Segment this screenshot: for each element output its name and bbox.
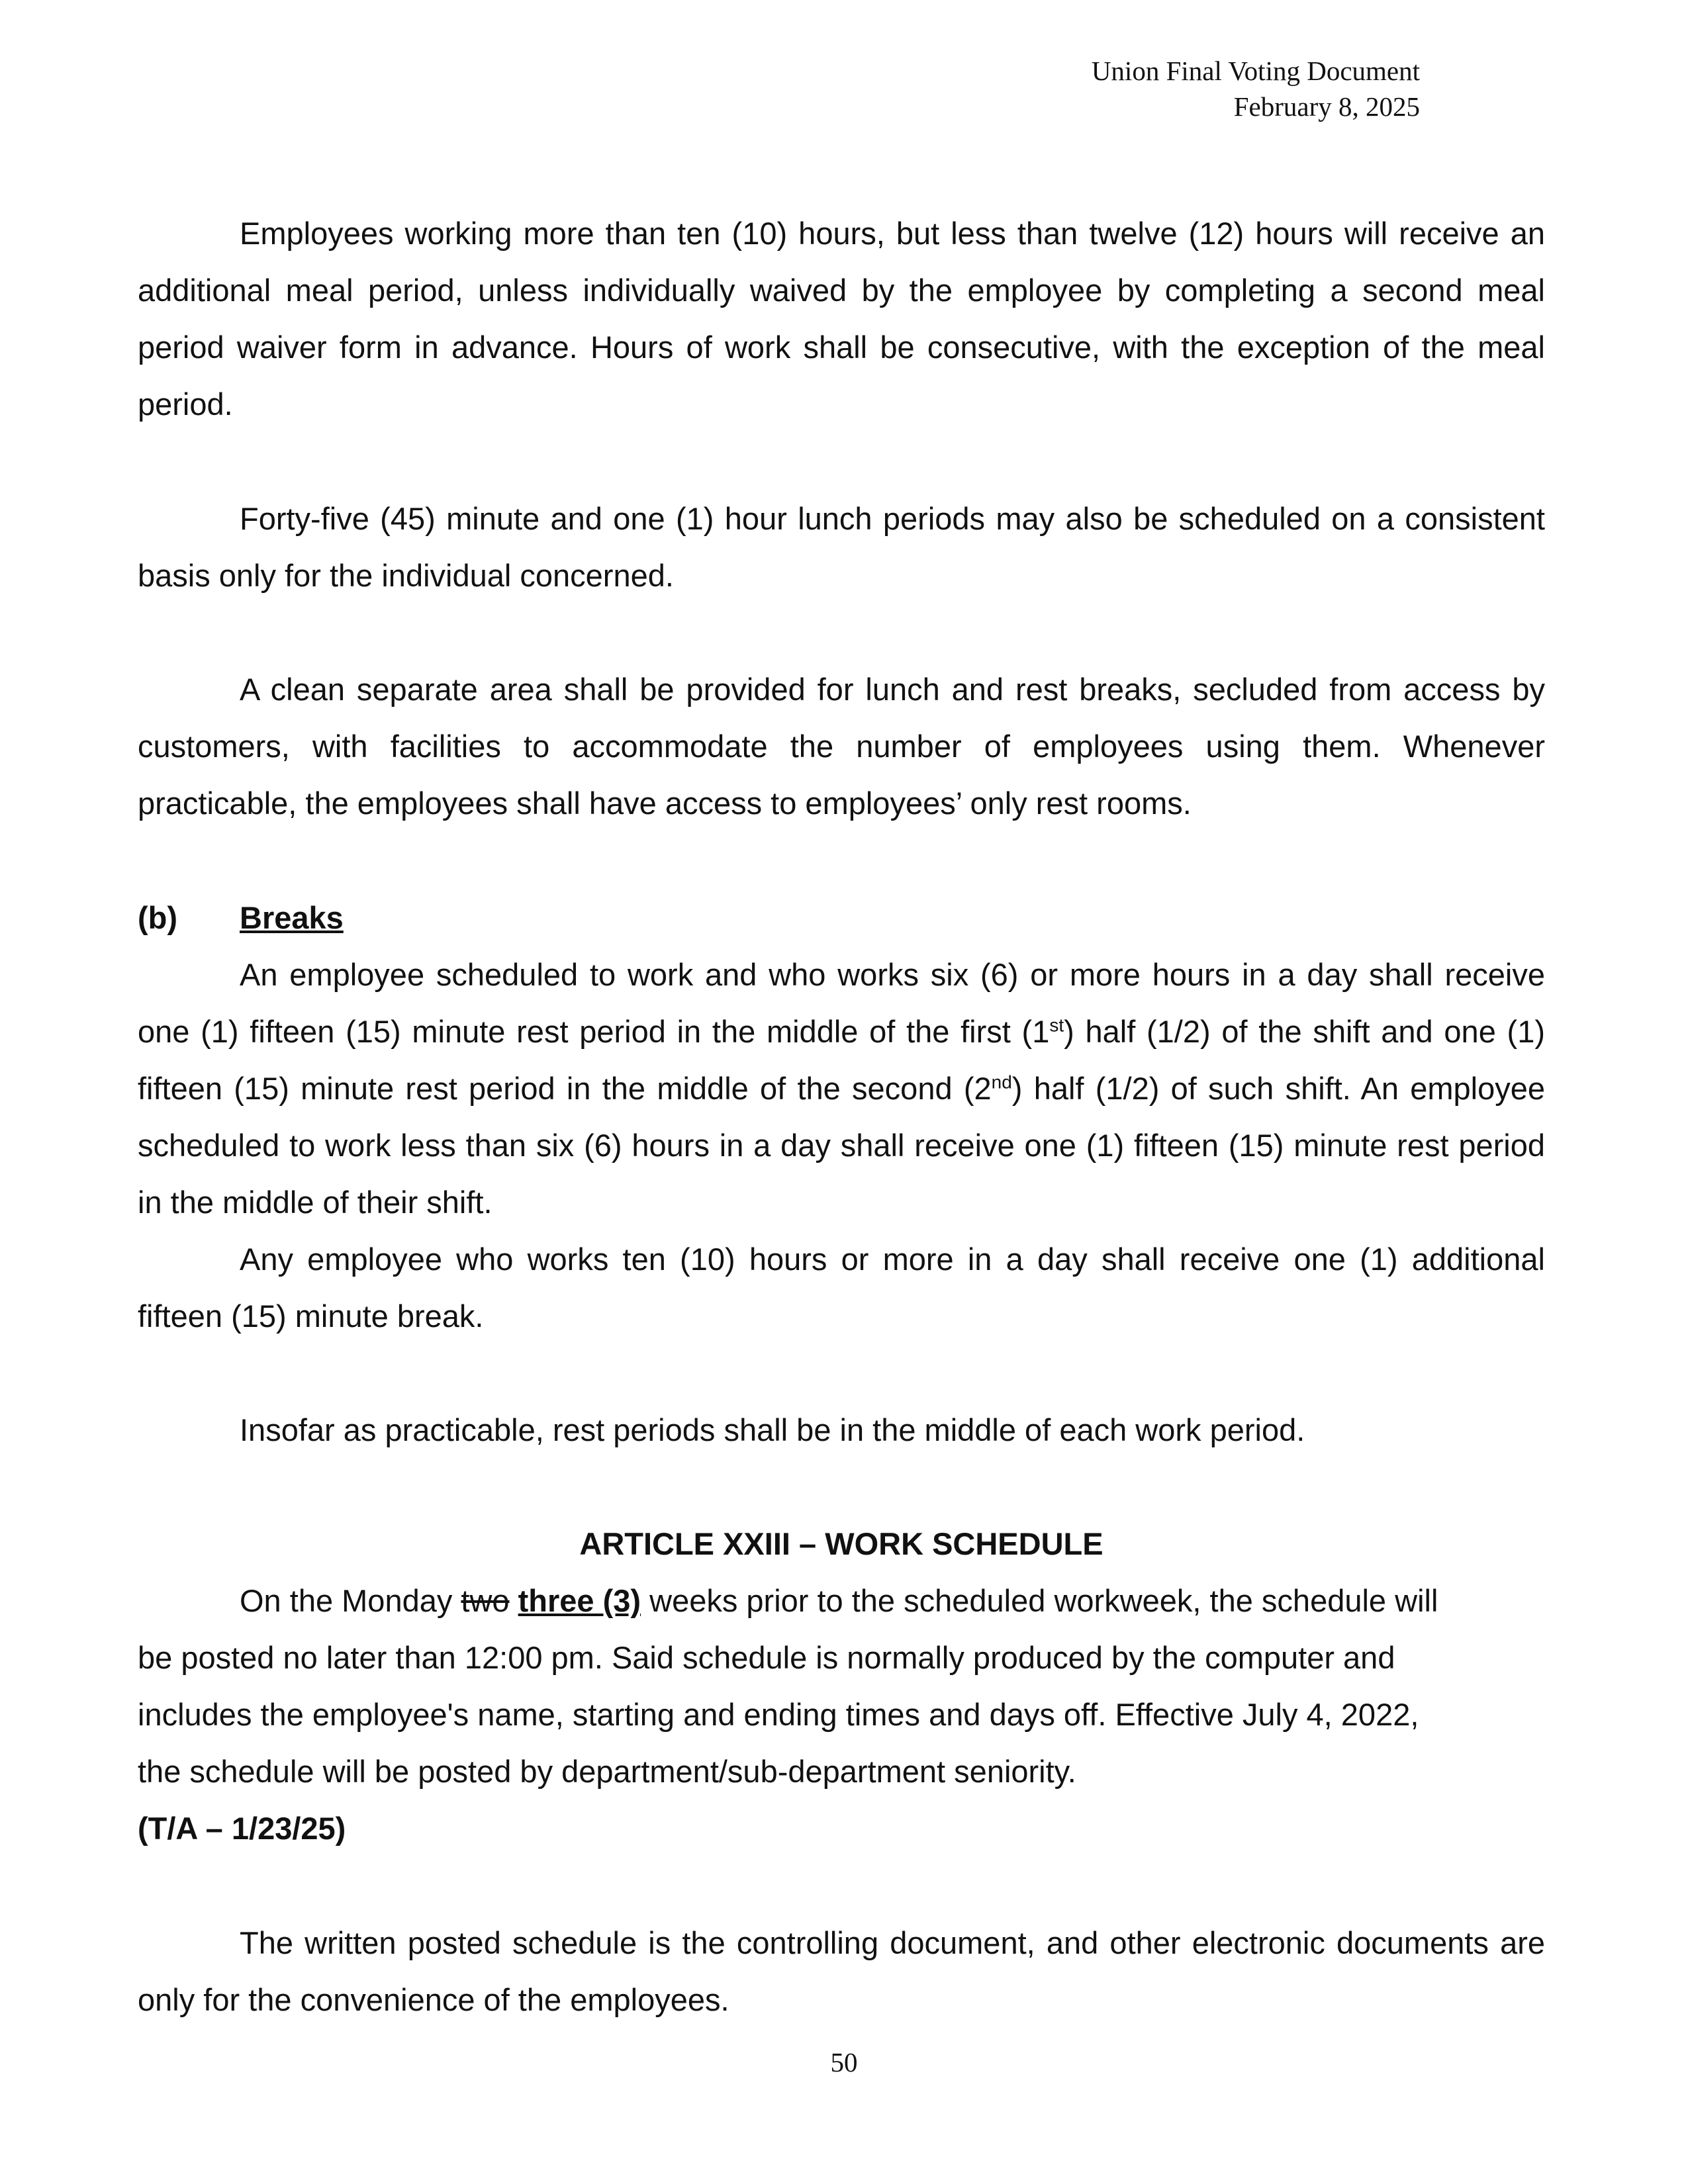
section-title: Breaks	[240, 900, 344, 935]
breaks-paragraph-1: An employee scheduled to work and who works six (6) or more hours in a day shall receive one (1) fifteen (15) minute rest period in the middle of the first (1st) half (1/2) of the shift and one (1) fifteen (15) minute rest period in the middle of the second (2nd) half (1/2) of such shift. An employee scheduled to work less than six (6) hours in a day shall receive one (1) fifteen (15) minute rest period in the middle of their shift.	[138, 957, 1546, 1220]
breaks-heading	[138, 889, 1545, 946]
schedule-line-1: On the Monday two three (3) weeks prior to the scheduled workweek, the schedule will	[240, 1583, 1438, 1618]
document-header	[1092, 53, 1420, 124]
tentative-agreement-note: (T/A – 1/23/25)	[138, 1811, 346, 1846]
page-number: 50	[830, 2047, 858, 2077]
lunch-period-section	[138, 490, 1545, 604]
section-label: (b)	[138, 900, 178, 935]
break-area-paragraph: A clean separate area shall be provided for lunch and rest breaks, secluded from access by customers, with facilities to accommodate the number of employees using them. Whenever practicable, the employees shall have access to employees’ only rest rooms.	[138, 672, 1545, 821]
header-date: February 8, 2025	[1233, 91, 1420, 122]
work-schedule-section	[138, 1516, 1545, 1857]
meal-period-paragraph: Employees working more than ten (10) hours, but less than twelve (12) hours will receive an additional meal period, unless individually waived by the employee by completing a second meal period waiver form in advance. Hours of work shall be consecutive, with the exception of the meal period.	[138, 216, 1545, 422]
lunch-period-paragraph: Forty-five (45) minute and one (1) hour lunch periods may also be scheduled on a consistent basis only for the individual concerned.	[138, 501, 1545, 593]
schedule-line-3: includes the employee's name, starting and ending times and days off. Effective July 4, 2022,	[138, 1697, 1419, 1732]
schedule-line-2: be posted no later than 12:00 pm. Said schedule is normally produced by the computer and	[138, 1640, 1395, 1675]
article-title: ARTICLE XXIII – WORK SCHEDULE	[579, 1526, 1103, 1561]
rest-periods-section	[138, 1402, 1545, 1459]
rest-periods-paragraph: Insofar as practicable, rest periods shall be in the middle of each work period.	[240, 1412, 1305, 1447]
posted-schedule-section	[138, 1915, 1545, 2028]
breaks-paragraph-2: Any employee who works ten (10) hours or more in a day shall receive one (1) additional fifteen (15) minute break.	[138, 1242, 1545, 1334]
break-area-section	[138, 661, 1545, 832]
header-title: Union Final Voting Document	[1091, 56, 1420, 86]
deleted-text: two	[461, 1583, 510, 1618]
posted-schedule-paragraph: The written posted schedule is the controlling document, and other electronic documents are only for the convenience of the employees.	[138, 1925, 1545, 2017]
meal-period-section	[138, 205, 1545, 433]
breaks-section	[138, 889, 1545, 1345]
inserted-text: three (3)	[518, 1583, 641, 1618]
schedule-line-4: the schedule will be posted by department/sub-department seniority.	[138, 1754, 1076, 1789]
